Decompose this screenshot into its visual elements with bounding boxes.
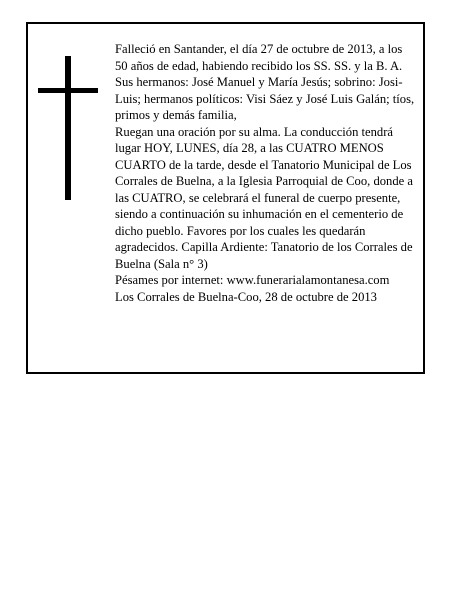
death-announcement: Falleció en Santander, el día 27 de octubre de 2013, a los 50 años de edad, habiendo recibido los SS. SS. y la B. A. — [115, 42, 403, 73]
place-and-date: Los Corrales de Buelna-Coo, 28 de octubre de 2013 — [115, 289, 377, 304]
notice-text — [115, 41, 415, 305]
condolences-website: Pésames por internet: www.funerarialamontanesa.com — [115, 273, 390, 287]
obituary-notice — [26, 22, 425, 374]
family-members: Sus hermanos: José Manuel y María Jesús; sobrino: Josi- Luis; hermanos políticos: Visi Sáez y José Luis Galán; tíos, primos y demás familia, — [115, 75, 415, 122]
cross-icon — [38, 56, 98, 200]
cross-vertical-bar — [65, 56, 71, 200]
funeral-details: Ruegan una oración por su alma. La conducción tendrá lugar HOY, LUNES, día 28, a las CUATRO MENOS CUARTO de la tarde, desde el Tanatorio Municipal de Los Corrales de Buelna, a la Iglesia Parroquial de Coo, donde a las CUATRO, se celebrará el funeral de cuerpo presente, siendo a continuación su inhumación en el cementerio de dicho pueblo. Favores por los cuales les quedarán agradecidos. Capilla Ardiente: Tanatorio de los Corrales de Buelna (Sala n° 3) — [115, 124, 413, 271]
cross-horizontal-bar — [38, 88, 98, 93]
